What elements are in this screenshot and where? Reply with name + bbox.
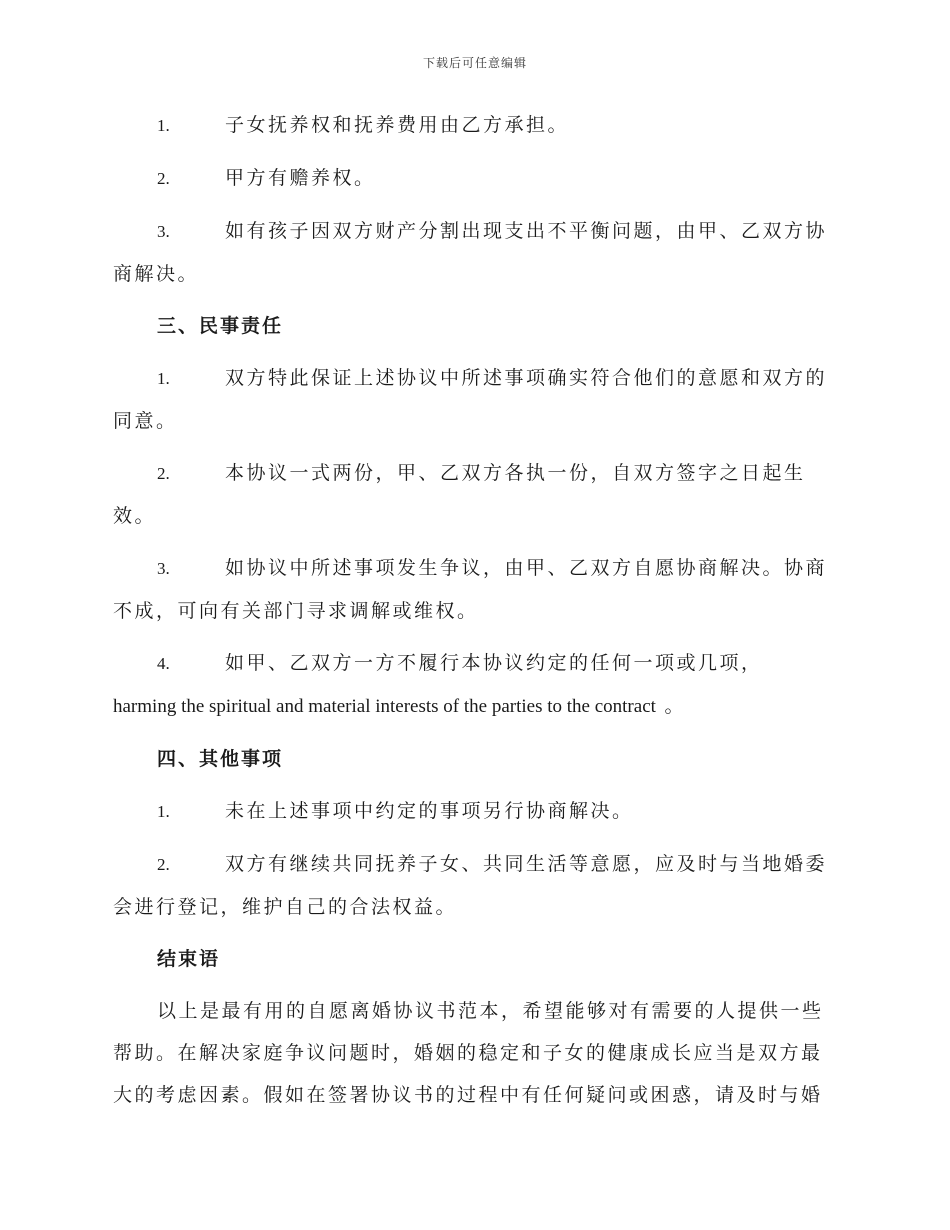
item-text: 未在上述事项中约定的事项另行协商解决。 bbox=[225, 800, 634, 822]
list-item bbox=[113, 210, 833, 295]
page-header: 下载后可任意编辑 bbox=[422, 56, 527, 70]
item-number: 1. bbox=[157, 802, 170, 821]
item-text: 双方特此保证上述协议中所述事项确实符合他们的意愿和双方的同意。 bbox=[113, 367, 828, 432]
item-number: 2. bbox=[157, 169, 170, 188]
list-item bbox=[113, 104, 833, 147]
section-heading-civil-liability: 三、民事责任 bbox=[157, 315, 284, 337]
list-item bbox=[113, 452, 833, 537]
section-heading-other-matters: 四、其他事项 bbox=[157, 748, 284, 770]
item-text: 如甲、乙双方一方不履行本协议约定的任何一项或几项， bbox=[225, 652, 763, 674]
item-number: 3. bbox=[157, 559, 170, 578]
item-text: 如协议中所述事项发生争议，由甲、乙双方自愿协商解决。协商不成，可向有关部门寻求调解或维权。 bbox=[113, 557, 828, 622]
item-number: 1. bbox=[157, 369, 170, 388]
list-item bbox=[113, 547, 833, 632]
item-text: 本协议一式两份，甲、乙双方各执一份，自双方签字之日起生效。 bbox=[113, 462, 806, 527]
conclusion-paragraph: 以上是最有用的自愿离婚协议书范本，希望能够对有需要的人提供一些帮助。在解决家庭争议问题时，婚姻的稳定和子女的健康成长应当是双方最大的考虑因素。假如在签署协议书的过程中有任何疑问或困惑，请及时与婚 bbox=[113, 1000, 824, 1106]
list-item bbox=[113, 357, 833, 442]
item-text: 子女抚养权和抚养费用由乙方承担。 bbox=[225, 114, 570, 136]
item-number: 2. bbox=[157, 855, 170, 874]
item-number: 2. bbox=[157, 464, 170, 483]
item-number: 3. bbox=[157, 222, 170, 241]
item-number: 4. bbox=[157, 654, 170, 673]
list-item bbox=[113, 843, 833, 928]
item-text: 双方有继续共同抚养子女、共同生活等意愿，应及时与当地婚委会进行登记，维护自己的合法权益。 bbox=[113, 853, 828, 918]
item-text: 如有孩子因双方财产分割出现支出不平衡问题，由甲、乙双方协商解决。 bbox=[113, 220, 828, 285]
item-text: 甲方有赡养权。 bbox=[225, 167, 376, 189]
item-number: 1. bbox=[157, 116, 170, 135]
document-body bbox=[113, 104, 833, 1126]
list-item bbox=[113, 790, 833, 833]
list-item bbox=[113, 642, 833, 728]
section-heading-conclusion: 结束语 bbox=[157, 948, 221, 970]
item-text-english: harming the spiritual and material interests of the parties to the contract bbox=[113, 696, 656, 717]
list-item bbox=[113, 157, 833, 200]
item-text-tail: 。 bbox=[664, 695, 686, 717]
